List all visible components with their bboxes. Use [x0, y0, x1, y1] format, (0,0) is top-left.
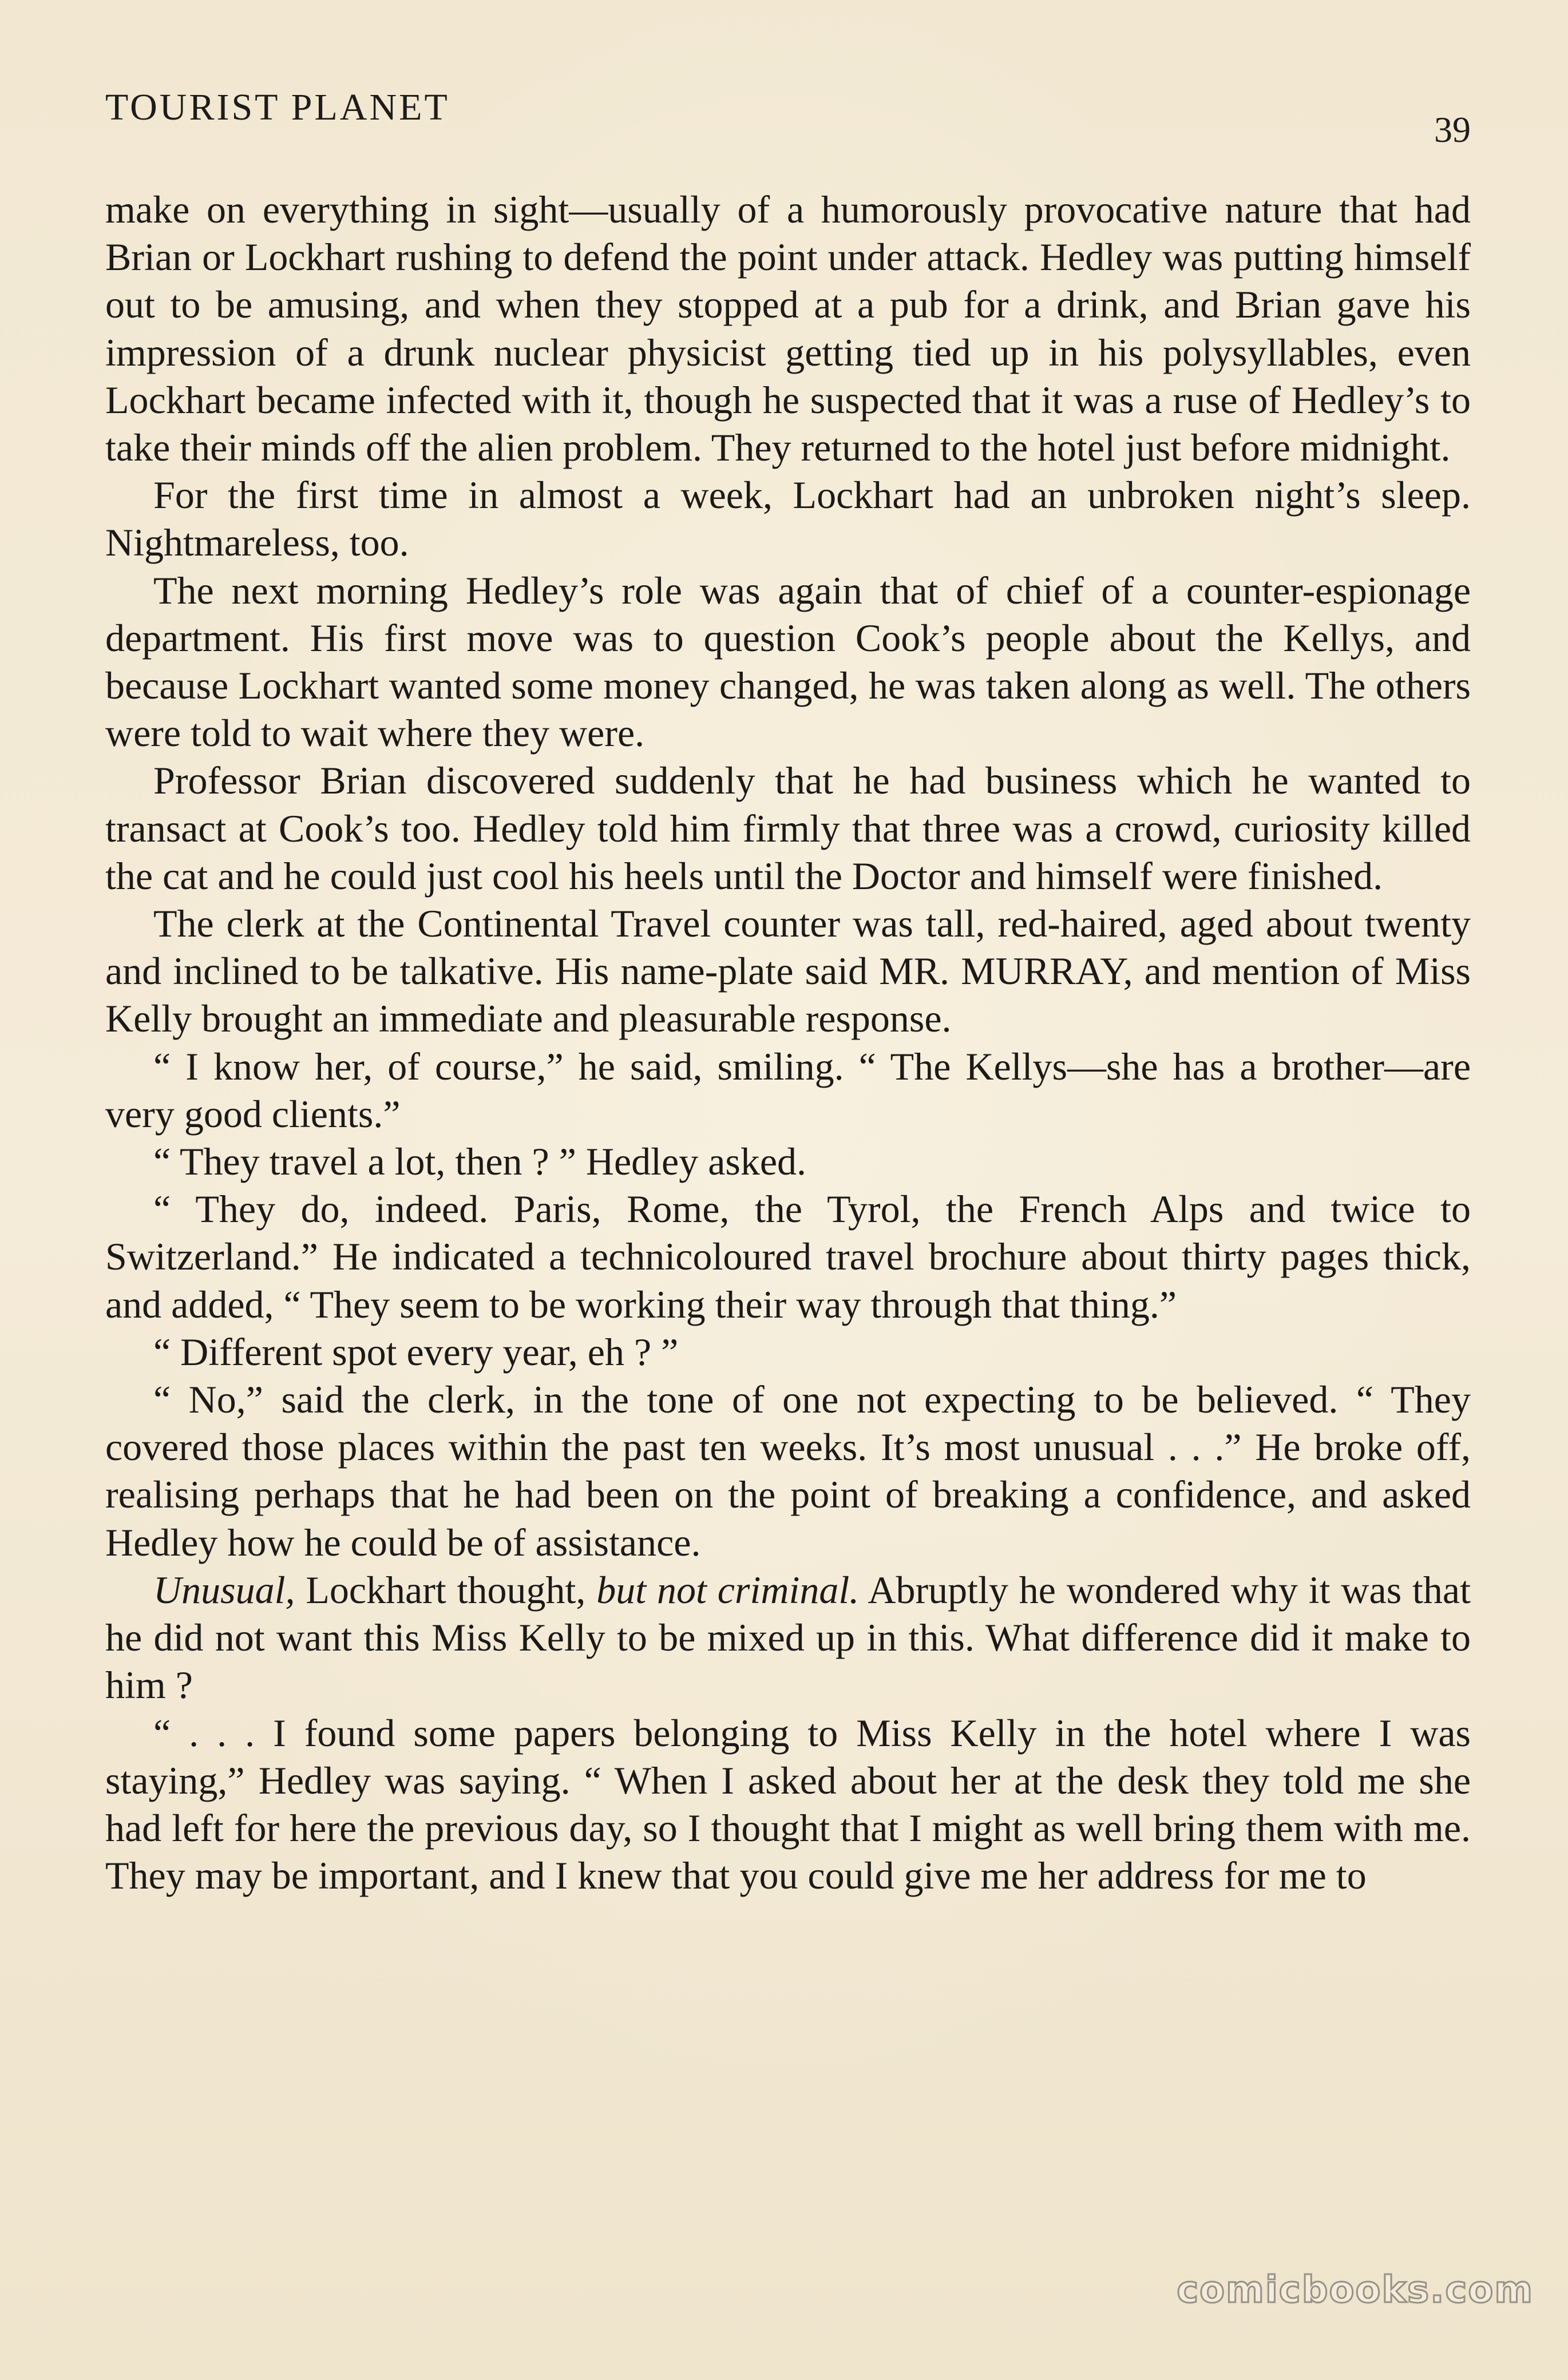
paragraph: “ They travel a lot, then ? ” Hedley asked. [153, 1140, 807, 1184]
paragraph: “ Different spot every year, eh ? ” [153, 1330, 679, 1374]
paragraph: “ I know her, of course,” he said, smiling. “ The Kellys—she has a brother—are very good clients.” [105, 1044, 1471, 1136]
paragraph: make on everything in sight—usually of a humorously provocative nature that had Brian or Lockhart rushing to defend the point under attack. Hedley was putting himself out to be amusing, and when they stopped at a pub for a drink, and Brian gave his impression of a drunk nuclear physicist getting tied up in his polysyllables, even Lockhart became infected with it, though he suspected that it was a ruse of Hedley’s to take their minds off the alien problem. They returned to the hotel just before midnight. [105, 188, 1471, 470]
paragraph: For the first time in almost a week, Lockhart had an unbroken night’s sleep. Nightmareless, too. [105, 473, 1471, 565]
paragraph: “ No,” said the clerk, in the tone of one not expecting to be believed. “ They covered those places within the past ten weeks. It’s most unusual . . .” He broke off, realising perhaps that he had been on the point of breaking a confidence, and asked Hedley how he could be of assistance. [105, 1378, 1471, 1564]
italic-text: but not criminal. [596, 1568, 860, 1612]
page-number: 39 [1434, 109, 1471, 150]
paragraph: “ They do, indeed. Paris, Rome, the Tyrol, the French Alps and twice to Switzerland.” He indicated a technicoloured travel brochure about thirty pages thick, and added, “ They seem to be working their way through that thing.” [105, 1187, 1471, 1326]
paragraph-text: Abruptly he wondered why it was that he did not want this Miss Kelly to be mixed up in this. What difference did it make to him ? [105, 1568, 1471, 1707]
italic-text: Unusual, [153, 1568, 295, 1612]
paragraph: The clerk at the Continental Travel counter was tall, red-haired, aged about twenty and inclined to be talkative. His name-plate said MR. MURRAY, and mention of Miss Kelly brought an immediate and pleasurable response. [105, 902, 1471, 1041]
paragraph: “ . . . I found some papers belonging to Miss Kelly in the hotel where I was staying,” Hedley was saying. “ When I asked about her at the desk they told me she had left for here the previous day, so I thought that I might as well bring them with me. They may be important, and I knew that you could give me her address for me to [105, 1711, 1471, 1898]
page-header [105, 86, 1471, 149]
paragraph: Professor Brian discovered suddenly that he had business which he wanted to transact at Cook’s too. Hedley told him firmly that three was a crowd, curiosity killed the cat and he could just cool his heels until the Doctor and himself were finished. [105, 759, 1471, 898]
paragraph-italic-thought [105, 1566, 1471, 1709]
paragraph: The next morning Hedley’s role was again that of chief of a counter-espionage department. His first move was to question Cook’s people about the Kellys, and because Lockhart wanted some money changed, he was taken along as well. The others were told to wait where they were. [105, 568, 1471, 755]
running-title: TOURIST PLANET [105, 86, 450, 128]
body-text [105, 186, 1471, 1899]
paragraph-text: Lockhart thought, [295, 1568, 597, 1612]
watermark-logo: comicbooks.com [1177, 2269, 1534, 2311]
